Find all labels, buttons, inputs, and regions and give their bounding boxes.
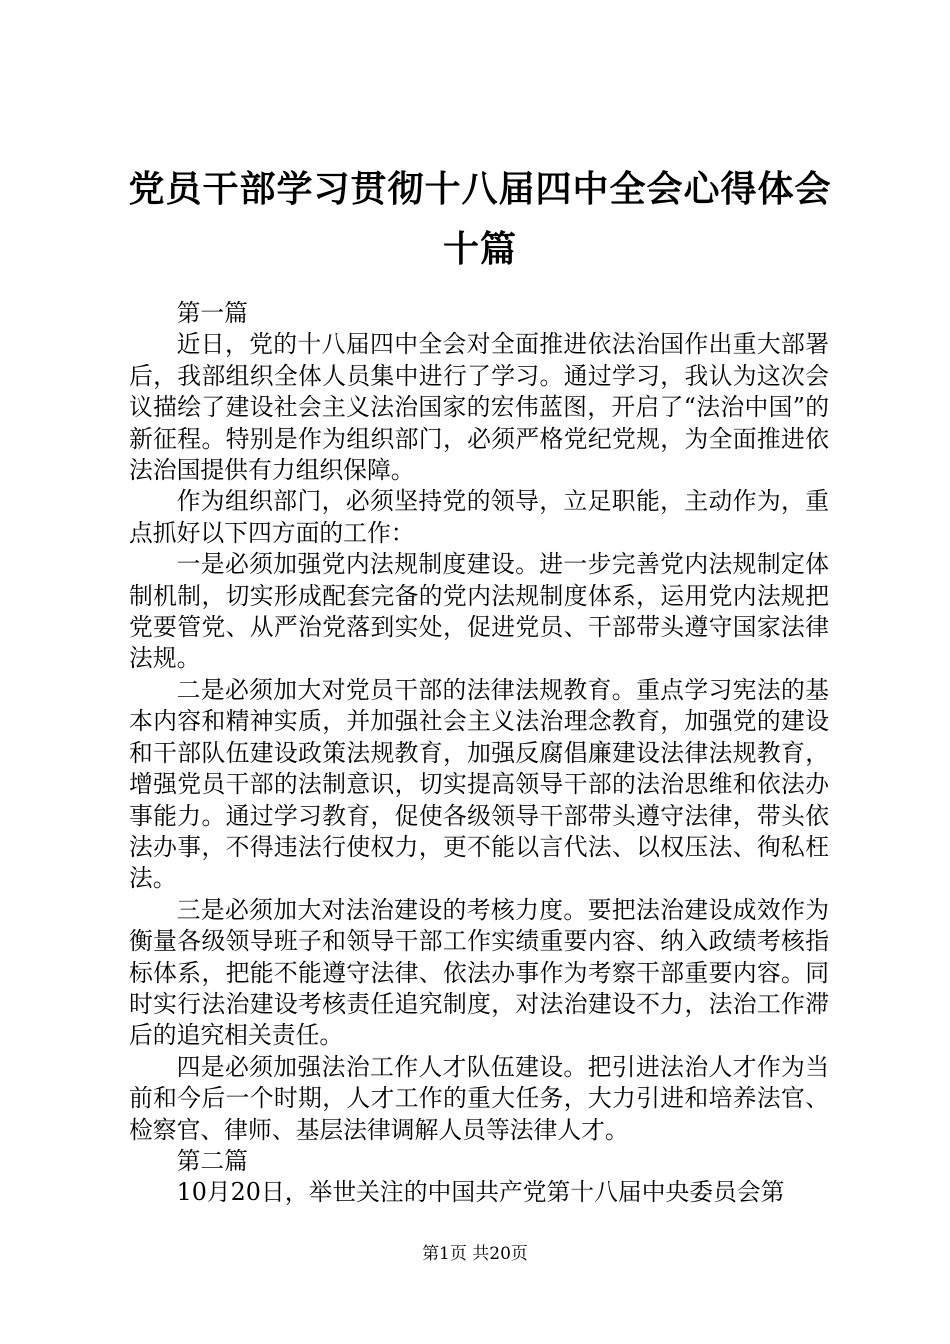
document-body [129, 298, 829, 1209]
page-number-footer: 第1页 共20页 [422, 1244, 528, 1264]
paragraph: 三是必须加大对法治建设的考核力度。要把法治建设成效作为衡量各级领导班子和领导干部工作实绩重要内容、纳入政绩考核指标体系，把能不能遵守法律、依法办事作为考察干部重要内容。同时实行法治建设考核责任追究制度，对法治建设不力，法治工作滞后的追究相关责任。 [129, 895, 829, 1050]
paragraph: 作为组织部门，必须坚持党的领导，立足职能，主动作为，重点抓好以下四方面的工作： [129, 487, 829, 547]
paragraph: 一是必须加强党内法规制度建设。进一步完善党内法规制定体制机制，切实形成配套完备的党内法规制度体系，运用党内法规把党要管党、从严治党落到实处，促进党员、干部带头遵守国家法律法规。 [129, 550, 829, 673]
paragraph: 10月20日，举世关注的中国共产党第十八届中央委员会第 [176, 1178, 785, 1207]
document-title: 党员干部学习贯彻十八届四中全会心得体会十篇 [128, 169, 832, 270]
paragraph: 二是必须加大对党员干部的法律法规教育。重点学习宪法的基本内容和精神实质，并加强社会主义法治理念教育，加强党的建设和干部队伍建设政策法规教育，加强反腐倡廉建设法律法规教育，增强党员干部的法制意识，切实提高领导干部的法治思维和依法办事能力。通过学习教育，促使各级领导干部带头遵守法律，带头依法办事，不得违法行使权力，更不能以言代法、以权压法、徇私枉法。 [129, 675, 829, 893]
section-heading: 第一篇 [176, 299, 248, 327]
paragraph: 四是必须加强法治工作人才队伍建设。把引进法治人才作为当前和今后一个时期，人才工作的重大任务，大力引进和培养法官、检察官、律师、基层法律调解人员等法律人才。 [129, 1052, 829, 1144]
paragraph: 近日，党的十八届四中全会对全面推进依法治国作出重大部署后，我部组织全体人员集中进行了学习。通过学习，我认为这次会议描绘了建设社会主义法治国家的宏伟蓝图，开启了“法治中国”的新征程。特别是作为组织部门，必须严格党纪党规，为全面推进依法治国提供有力组织保障。 [129, 330, 829, 485]
section-heading: 第二篇 [176, 1146, 248, 1175]
